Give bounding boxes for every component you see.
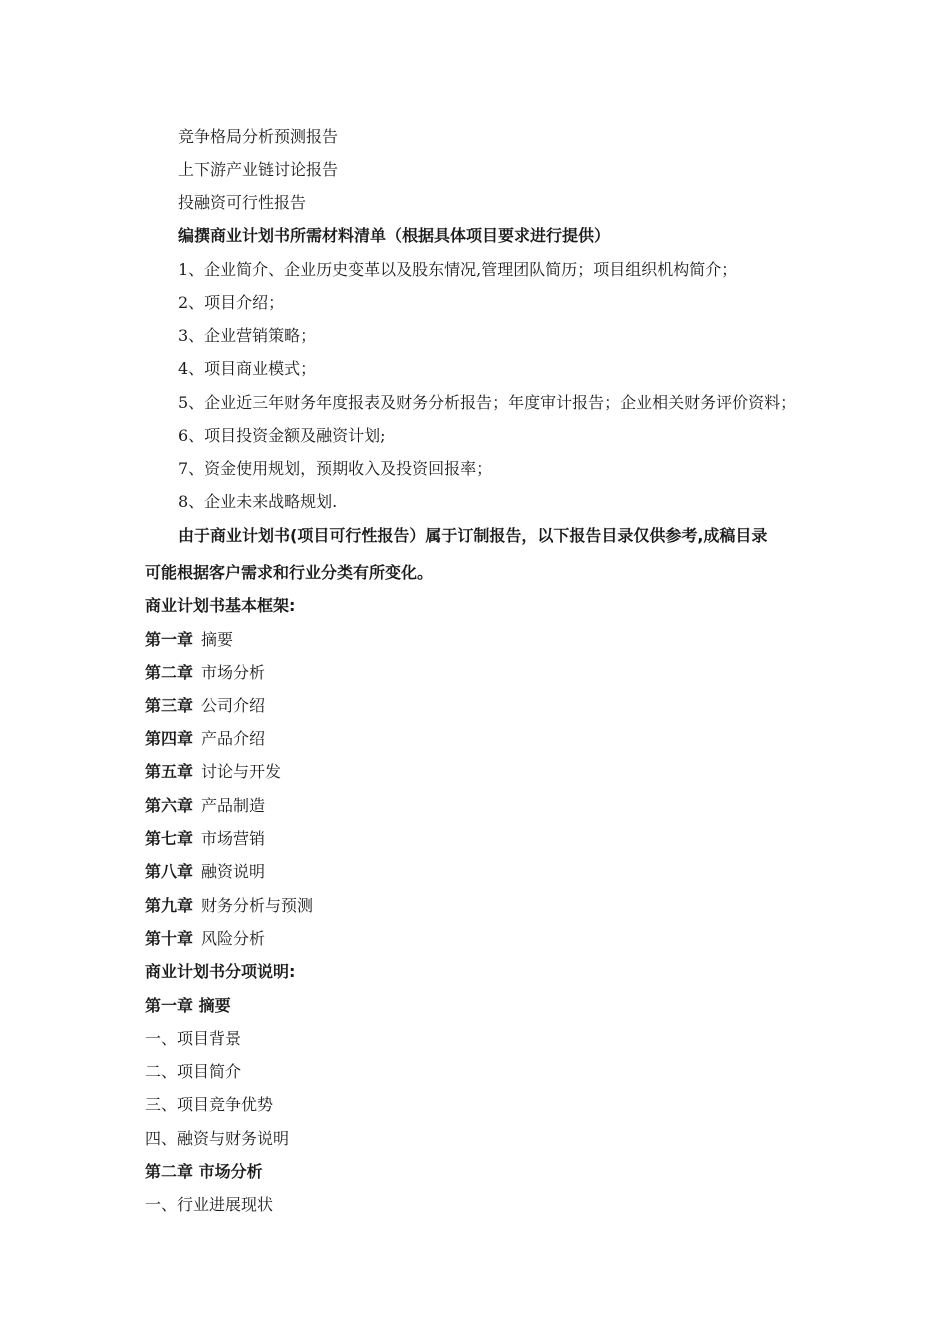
framework-chapter	[145, 896, 313, 916]
report-item: 上下游产业链讨论报告	[178, 160, 339, 179]
report-item: 竞争格局分析预测报告	[178, 127, 339, 146]
framework-chapter	[145, 929, 265, 949]
chapter-number: 第七章	[145, 829, 194, 848]
framework-chapter	[145, 829, 265, 849]
materials-item: 3、企业营销策略；	[178, 326, 317, 345]
chapter-title: 市场营销	[201, 829, 266, 848]
framework-chapter	[145, 663, 265, 683]
chapter-number: 第一章	[145, 630, 194, 649]
materials-item: 4、项目商业模式；	[178, 359, 317, 378]
chapter-number: 第五章	[145, 762, 194, 781]
chapter-number: 第六章	[145, 796, 194, 815]
chapter-number: 第十章	[145, 929, 194, 948]
chapter-number: 第三章	[145, 696, 194, 715]
chapter-title: 讨论与开发	[201, 762, 282, 781]
materials-item: 6、项目投资金额及融资计划;	[178, 426, 386, 445]
framework-chapter	[145, 796, 265, 816]
materials-item: 2、项目介绍；	[178, 293, 285, 312]
note-line-1: 由于商业计划书(项目可行性报告）属于订制报告，以下报告目录仅供参考,成稿目录	[178, 526, 768, 545]
chapter-title: 财务分析与预测	[201, 896, 314, 915]
details-heading: 商业计划书分项说明:	[145, 962, 296, 981]
chapter1-item: 三、项目竞争优势	[145, 1095, 274, 1114]
chapter1-item: 四、融资与财务说明	[145, 1129, 290, 1148]
framework-chapter	[145, 862, 265, 882]
chapter-title: 摘要	[201, 630, 234, 649]
chapter2-heading: 第二章 市场分析	[145, 1162, 263, 1181]
chapter-title: 市场分析	[201, 663, 266, 682]
framework-chapter	[145, 630, 233, 650]
chapter-title: 风险分析	[201, 929, 266, 948]
framework-chapter	[145, 729, 265, 749]
materials-heading: 编撰商业计划书所需材料清单（根据具体项目要求进行提供）	[178, 226, 611, 245]
materials-item: 5、企业近三年财务年度报表及财务分析报告；年度审计报告；企业相关财务评价资料；	[178, 393, 797, 412]
chapter-number: 第二章	[145, 663, 194, 682]
chapter-title: 融资说明	[201, 862, 266, 881]
chapter-number: 第四章	[145, 729, 194, 748]
chapter-number: 第八章	[145, 862, 194, 881]
chapter1-item: 一、项目背景	[145, 1029, 242, 1048]
chapter2-item: 一、行业进展现状	[145, 1195, 274, 1214]
materials-item: 1、企业简介、企业历史变革以及股东情况,管理团队简历；项目组织机构简介；	[178, 260, 738, 279]
framework-heading: 商业计划书基本框架:	[145, 596, 296, 615]
framework-chapter	[145, 696, 265, 716]
chapter-title: 公司介绍	[201, 696, 266, 715]
framework-chapter	[145, 762, 281, 782]
chapter-title: 产品介绍	[201, 729, 266, 748]
materials-item: 7、资金使用规划，预期收入及投资回报率；	[178, 459, 493, 478]
note-line-2: 可能根据客户需求和行业分类有所变化。	[145, 563, 434, 582]
chapter-number: 第九章	[145, 896, 194, 915]
chapter1-item: 二、项目简介	[145, 1062, 242, 1081]
report-item: 投融资可行性报告	[178, 193, 307, 212]
chapter-title: 产品制造	[201, 796, 266, 815]
materials-item: 8、企业未来战略规划.	[178, 492, 338, 511]
chapter1-heading: 第一章 摘要	[145, 996, 231, 1015]
